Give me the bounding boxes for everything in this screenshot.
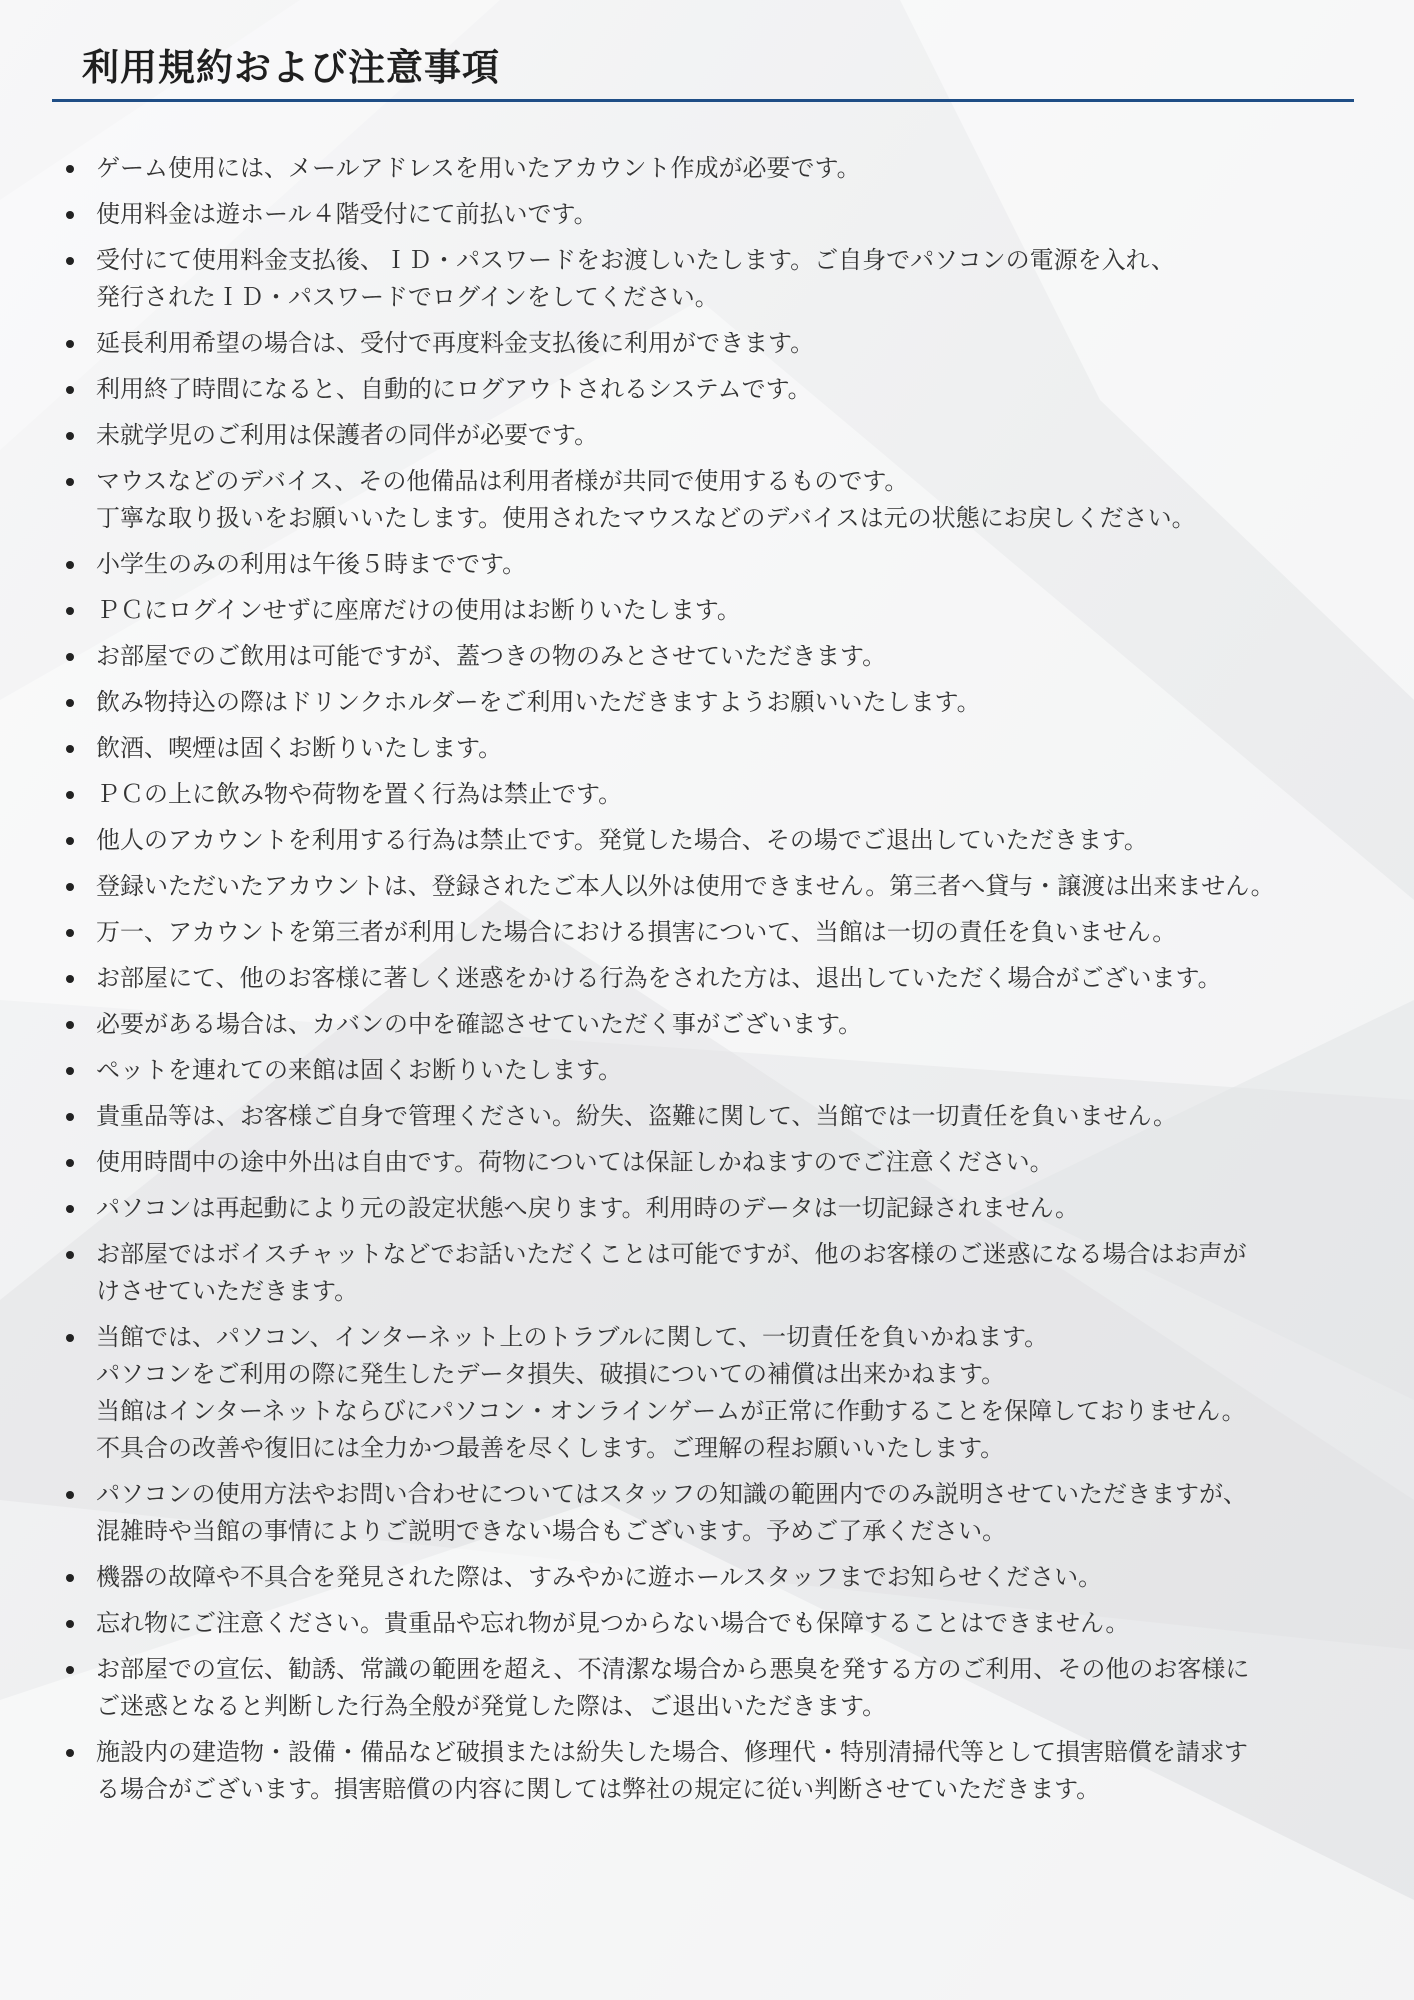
term-item [60,1190,1360,1227]
term-item [60,1559,1360,1596]
bullet-icon [66,1574,74,1582]
page-title: 利用規約および注意事項 [82,46,500,89]
bullet-icon [66,929,74,937]
term-item [60,371,1360,408]
term-item [60,1476,1360,1550]
bullet-icon [66,432,74,440]
bullet-icon [66,1251,74,1259]
term-item [60,463,1360,537]
term-text: 利用終了時間になると、自動的にログアウトされるシステムです。 [96,375,812,403]
bullet-icon [66,340,74,348]
term-text: 未就学児のご利用は保護者の同伴が必要です。 [96,421,599,449]
bullet-icon [66,883,74,891]
term-text: 当館では、パソコン、インターネット上のトラブルに関して、一切責任を負いかねます。 パソコンをご利用の際に発生したデータ損失、破損についての補償は出来かねます。 当館はインターネットならびにパソコン・オンラインゲームが正常に作動することを保障しておりません。 不具合の改善や復旧には全力かつ最善を尽くします。ご理解の程お願いいたします。 [96,1323,1246,1462]
term-text: 万一、アカウントを第三者が利用した場合における損害について、当館は一切の責任を負いません。 [96,918,1177,946]
bullet-icon [66,386,74,394]
terms-list [60,150,1360,1817]
term-text: 延長利用希望の場合は、受付で再度料金支払後に利用ができます。 [96,329,815,357]
title-underline [52,99,1354,102]
term-text: 使用時間中の途中外出は自由です。荷物については保証しかねますのでご注意ください。 [96,1148,1054,1176]
bullet-icon [66,1021,74,1029]
bullet-icon [66,1334,74,1342]
bullet-icon [66,653,74,661]
term-item [60,914,1360,951]
term-item [60,730,1360,767]
term-text: 使用料金は遊ホール４階受付にて前払いです。 [96,200,598,228]
bullet-icon [66,1666,74,1674]
term-text: 飲み物持込の際はドリンクホルダーをご利用いただきますようお願いいたします。 [96,688,981,716]
bullet-icon [66,699,74,707]
term-text: 必要がある場合は、カバンの中を確認させていただく事がございます。 [96,1010,863,1038]
term-item [60,417,1360,454]
term-item [60,960,1360,997]
term-text: パソコンは再起動により元の設定状態へ戻ります。利用時のデータは一切記録されません。 [96,1194,1080,1222]
term-text: 他人のアカウントを利用する行為は禁止です。発覚した場合、その場でご退出していただきます。 [96,826,1148,854]
term-item [60,325,1360,362]
bullet-icon [66,1749,74,1757]
term-text: お部屋にて、他のお客様に著しく迷惑をかける行為をされた方は、退出していただく場合がございます。 [96,964,1222,992]
term-text: パソコンの使用方法やお問い合わせについてはスタッフの知識の範囲内でのみ説明させていただきますが、 混雑時や当館の事情によりご説明できない場合もございます。予めご了承ください。 [96,1480,1248,1545]
term-text: ＰＣの上に飲み物や荷物を置く行為は禁止です。 [96,780,623,808]
bullet-icon [66,1113,74,1121]
bullet-icon [66,211,74,219]
bullet-icon [66,837,74,845]
term-item [60,868,1360,905]
bullet-icon [66,1491,74,1499]
term-text: 飲酒、喫煙は固くお断りいたします。 [96,734,503,762]
bullet-icon [66,791,74,799]
term-text: 施設内の建造物・設備・備品など破損または紛失した場合、修理代・特別清掃代等として損害賠償を請求す る場合がございます。損害賠償の内容に関しては弊社の規定に従い判断させていただきます。 [96,1738,1248,1803]
term-item [60,1236,1360,1310]
bullet-icon [66,607,74,615]
bullet-icon [66,1205,74,1213]
term-item [60,1605,1360,1642]
bullet-icon [66,1159,74,1167]
term-item [60,592,1360,629]
term-item [60,1319,1360,1467]
term-item [60,684,1360,721]
term-item [60,638,1360,675]
term-item [60,1144,1360,1181]
term-text: 貴重品等は、お客様ご自身で管理ください。紛失、盗難に関して、当館では一切責任を負いません。 [96,1102,1177,1130]
term-item [60,822,1360,859]
bullet-icon [66,1067,74,1075]
bullet-icon [66,561,74,569]
term-text: 小学生のみの利用は午後５時までです。 [96,550,527,578]
term-text: 受付にて使用料金支払後、ＩＤ・パスワードをお渡しいたします。ご自身でパソコンの電源を入れ、 発行されたＩＤ・パスワードでログインをしてください。 [96,246,1176,311]
term-item [60,546,1360,583]
term-text: マウスなどのデバイス、その他備品は利用者様が共同で使用するものです。 丁寧な取り扱いをお願いいたします。使用されたマウスなどのデバイスは元の状態にお戻しください。 [96,467,1196,532]
term-text: ＰＣにログインせずに座席だけの使用はお断りいたします。 [96,596,741,624]
bullet-icon [66,478,74,486]
term-item [60,1052,1360,1089]
bullet-icon [66,745,74,753]
bullet-icon [66,165,74,173]
term-item [60,1651,1360,1725]
term-text: お部屋でのご飲用は可能ですが、蓋つきの物のみとさせていただきます。 [96,642,887,670]
term-item [60,1734,1360,1808]
bullet-icon [66,975,74,983]
term-item [60,150,1360,187]
bullet-icon [66,257,74,265]
bullet-icon [66,1620,74,1628]
term-text: 忘れ物にご注意ください。貴重品や忘れ物が見つからない場合でも保障することはできません。 [96,1609,1130,1637]
term-text: ゲーム使用には、メールアドレスを用いたアカウント作成が必要です。 [96,154,861,182]
term-item [60,776,1360,813]
term-text: 登録いただいたアカウントは、登録されたご本人以外は使用できません。第三者へ貸与・譲渡は出来ません。 [96,872,1275,900]
term-text: ペットを連れての来館は固くお断りいたします。 [96,1056,623,1084]
term-text: お部屋ではボイスチャットなどでお話いただくことは可能ですが、他のお客様のご迷惑になる場合はお声が けさせていただきます。 [96,1240,1247,1305]
term-item [60,196,1360,233]
term-item [60,242,1360,316]
term-text: 機器の故障や不具合を発見された際は、すみやかに遊ホールスタッフまでお知らせください。 [96,1563,1103,1591]
term-item [60,1006,1360,1043]
term-text: お部屋での宣伝、勧誘、常識の範囲を超え、不清潔な場合から悪臭を発する方のご利用、その他のお客様に ご迷惑となると判断した行為全般が発覚した際は、ご退出いただきます。 [96,1655,1250,1720]
term-item [60,1098,1360,1135]
